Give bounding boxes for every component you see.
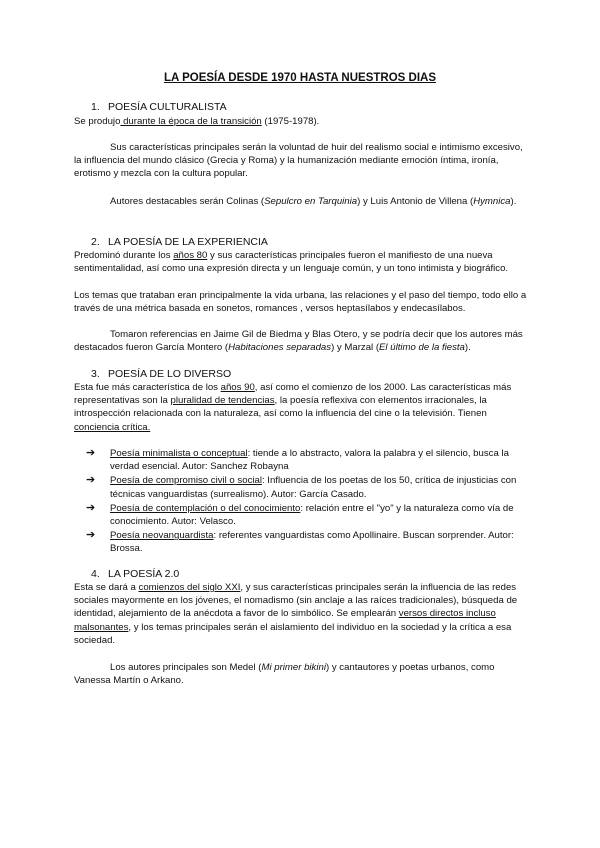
list-item [86, 529, 536, 555]
text: Se produjo [74, 116, 121, 127]
underlined-text: conciencia crítica. [74, 421, 151, 433]
section-1-heading [91, 101, 227, 113]
list-item-term: Poesía minimalista o conceptual [110, 448, 248, 459]
poetry-types-list [86, 447, 536, 557]
list-item [86, 474, 536, 500]
text: ). [510, 196, 517, 207]
work-title: Habitaciones separadas [228, 342, 332, 354]
underlined-text: comienzos del siglo XXI [138, 582, 241, 593]
arrow-icon: ➔ [86, 529, 96, 542]
underlined-text: años 80 [173, 250, 208, 261]
text: y sus características principales fueron el manifiesto de una nueva sentimentalidad, así como una expresión directa y un lenguaje común, y un tono intimista y biográfico. [74, 250, 509, 275]
section-1-intro [74, 115, 530, 128]
underlined-text: versos directos incluso malsonantes [74, 608, 496, 633]
list-item-description: : Influencia de los poetas de los 50, crítica de injusticias con técnicas vanguardistas (surrealismo). Autor: García Casado. [110, 475, 517, 500]
text: , así como el comienzo de los 2000. Las características más representativas son la [74, 382, 512, 407]
text: ) y Luis Antonio de Villena ( [357, 196, 474, 207]
text: Esta se dará a [74, 582, 139, 593]
section-3-paragraph-1 [74, 381, 530, 434]
section-number: 3. [91, 368, 100, 380]
text: , y los temas principales serán el aislamiento del individuo en la sociedad y la crítica a esa sociedad. [74, 621, 512, 646]
underlined-text: pluralidad de tendencias [170, 395, 275, 407]
section-1-paragraph-2 [74, 195, 530, 208]
list-item-term: Poesía de contemplación o del conocimiento [110, 502, 301, 514]
work-title: Mi primer bikini [261, 662, 326, 673]
work-title: Hymnica [473, 196, 511, 207]
section-number: 2. [91, 236, 100, 248]
document-title: LA POESÍA DESDE 1970 HASTA NUESTROS DIAS [163, 72, 436, 84]
arrow-icon: ➔ [86, 501, 96, 514]
text: Los autores principales son Medel ( [110, 662, 262, 673]
list-item-term: Poesía de compromiso civil o social [110, 475, 262, 487]
section-4-heading [91, 568, 179, 580]
section-2-paragraph-1 [74, 249, 530, 275]
section-1-paragraph-1: Sus características principales serán la voluntad de huir del realismo social e intimismo excesivo, la influencia del mundo clásico (Grecia y Roma) y la humanización mediante emoción íntima, ironía, erotismo y mezcla con la cultura popular. [74, 142, 523, 180]
text: (1975-1978). [261, 116, 320, 127]
section-2-heading [91, 236, 268, 248]
text: ) y cantautores y poetas urbanos, como Vanessa Martín o Arkano. [74, 662, 495, 687]
underlined-text: durante la época de la transición [120, 116, 262, 127]
text: ) y Marzal ( [331, 342, 380, 354]
work-title: El último de la fiesta [379, 342, 465, 354]
arrow-icon: ➔ [86, 447, 96, 459]
text: , la poesía reflexiva con elementos irracionales, la introspección relacionada con la naturaleza, así como la influencia del cine o la televisión. Tienen [74, 395, 487, 420]
section-3-heading [91, 368, 231, 380]
work-title: Sepulcro en Tarquinia [264, 196, 358, 207]
text: ). [464, 342, 471, 354]
heading-text: LA POESÍA 2.0 [108, 568, 180, 580]
list-item-term: Poesía neovanguardista [110, 530, 214, 542]
list-item [86, 502, 536, 528]
arrow-icon: ➔ [86, 474, 96, 487]
heading-text: LA POESÍA DE LA EXPERIENCIA [108, 236, 268, 248]
section-number: 4. [91, 568, 100, 580]
text: Predominó durante los [74, 250, 174, 261]
text: Esta fue más característica de los [74, 382, 221, 393]
text: Tomaron referencias en Jaime Gil de Biedma y Blas Otero, y se podría decir que los autores más destacados fueron García Montero ( [74, 329, 523, 354]
underlined-text: años 90 [220, 382, 255, 393]
list-item-description: : tiende a lo abstracto, valora la palabra y el silencio, busca la verdad esencial. Autor: Sanchez Robayna [110, 448, 509, 473]
heading-text: POESÍA DE LO DIVERSO [108, 368, 232, 380]
heading-text: POESÍA CULTURALISTA [108, 101, 227, 113]
list-item-description: : referentes vanguardistas como Apollinaire. Buscan sorprender. Autor: Brossa. [110, 530, 514, 555]
section-2-paragraph-3 [74, 328, 530, 354]
list-item-description: : relación entre el "yo" y la naturaleza como vía de conocimiento. Autor: Velasco. [110, 502, 514, 528]
section-4-paragraph-1 [74, 581, 530, 647]
section-4-paragraph-2 [74, 661, 530, 687]
text: Autores destacables serán Colinas ( [110, 196, 265, 207]
text: , y sus características principales serán la influencia de las redes sociales mayormente en los jóvenes, el nomadismo (sin anclaje a las raíces tradicionales), búsqueda de identidad, alejamiento de la anécdota a favor de lo simbólico. Se emplearán [74, 582, 518, 620]
list-item [86, 447, 536, 473]
section-number: 1. [91, 101, 100, 113]
section-2-paragraph-2: Los temas que trataban eran principalmente la vida urbana, las relaciones y el paso del tiempo, todo ello a través de una métrica basada en sonetos, romances , versos heptasílabos y endecasílabos. [74, 290, 527, 315]
